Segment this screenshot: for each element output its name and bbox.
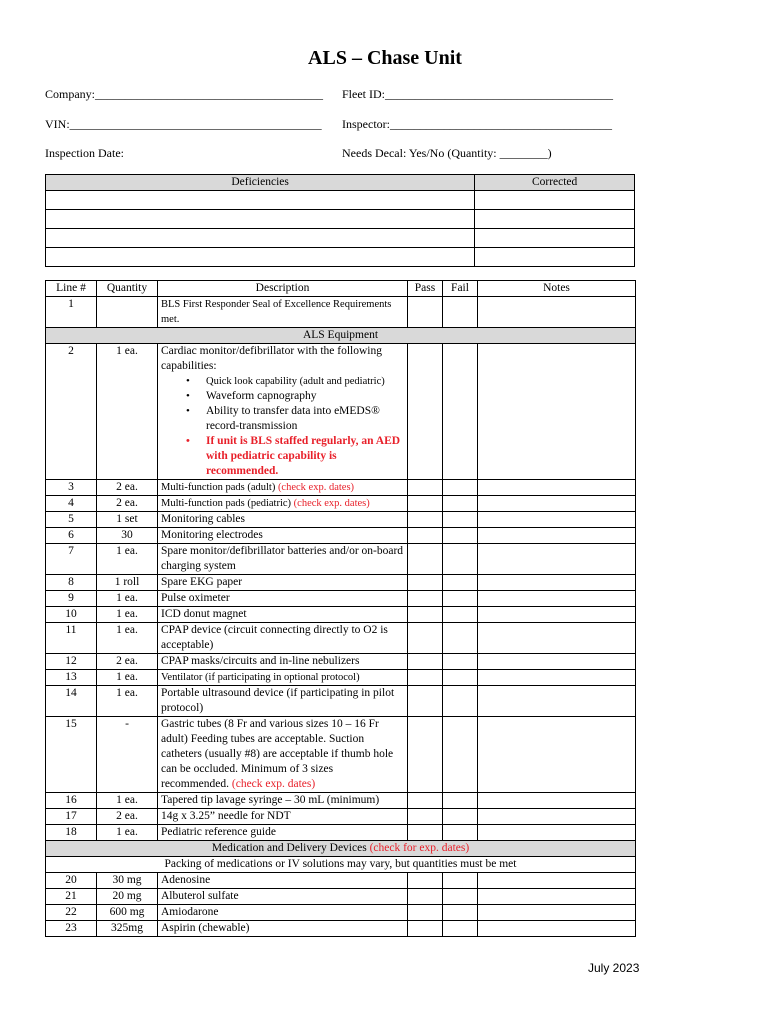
notes-cell[interactable] — [478, 528, 636, 544]
row-description: Spare monitor/defibrillator batteries and/or on-board charging system — [158, 544, 408, 575]
table-header-row — [46, 281, 636, 297]
line-number: 20 — [46, 873, 97, 889]
line-number: 3 — [46, 480, 97, 496]
notes-cell[interactable] — [478, 889, 636, 905]
row-quantity: 1 ea. — [97, 591, 158, 607]
fail-cell[interactable] — [443, 686, 478, 717]
row-description: Amiodarone — [158, 905, 408, 921]
notes-cell[interactable] — [478, 623, 636, 654]
pass-cell[interactable] — [408, 905, 443, 921]
pass-cell[interactable] — [408, 297, 443, 328]
notes-cell[interactable] — [478, 575, 636, 591]
row-quantity: 20 mg — [97, 889, 158, 905]
table-row — [46, 623, 636, 654]
notes-cell[interactable] — [478, 591, 636, 607]
list-item: • Ability to transfer data into eMEDS® record-transmission — [206, 404, 404, 434]
notes-cell[interactable] — [478, 544, 636, 575]
description-header: Description — [158, 281, 408, 297]
fail-cell[interactable] — [443, 825, 478, 841]
pass-cell[interactable] — [408, 873, 443, 889]
line-number: 23 — [46, 921, 97, 937]
pass-cell[interactable] — [408, 825, 443, 841]
line-number: 9 — [46, 591, 97, 607]
line-header: Line # — [46, 281, 97, 297]
line-number: 13 — [46, 670, 97, 686]
notes-cell[interactable] — [478, 496, 636, 512]
corrected-header: Corrected — [475, 175, 635, 191]
table-row — [46, 654, 636, 670]
table-row — [46, 825, 636, 841]
line-number: 1 — [46, 297, 97, 328]
table-row — [46, 809, 636, 825]
row-description: Tapered tip lavage syringe – 30 mL (minimum) — [158, 793, 408, 809]
packing-note-row: Packing of medications or IV solutions may vary, but quantities must be met — [46, 857, 636, 873]
fail-cell[interactable] — [443, 873, 478, 889]
table-row — [46, 686, 636, 717]
row-description: 14g x 3.25” needle for NDT — [158, 809, 408, 825]
line-number: 14 — [46, 686, 97, 717]
fail-cell[interactable] — [443, 344, 478, 480]
row-quantity: 2 ea. — [97, 480, 158, 496]
fail-cell[interactable] — [443, 297, 478, 328]
row-quantity: 1 roll — [97, 575, 158, 591]
row-quantity: 2 ea. — [97, 809, 158, 825]
row-description: Ventilator (if participating in optional protocol) — [158, 670, 408, 686]
row-description: Gastric tubes (8 Fr and various sizes 10 – 16 Fr adult) Feeding tubes are acceptable. Suction catheters (usually #8) are acceptable if thumb hole can be occluded. Minimum of 3 sizes recommended. (check exp. dates) — [158, 717, 408, 793]
pass-cell[interactable] — [408, 344, 443, 480]
vin-field[interactable]: VIN:__________________________________________ — [45, 117, 322, 131]
line-number: 7 — [46, 544, 97, 575]
check-dates-note: (check exp. dates) — [231, 778, 316, 790]
row-description: Albuterol sulfate — [158, 889, 408, 905]
line-number: 16 — [46, 793, 97, 809]
table-row — [46, 575, 636, 591]
row-quantity: 1 ea. — [97, 793, 158, 809]
pass-cell[interactable] — [408, 889, 443, 905]
check-dates-note: (check for exp. dates) — [369, 842, 470, 854]
fail-cell[interactable] — [443, 670, 478, 686]
needs-decal-field[interactable]: Needs Decal: Yes/No (Quantity: ________) — [342, 146, 552, 160]
inspection-date-field[interactable]: Inspection Date: — [45, 146, 124, 160]
row-quantity: 1 ea. — [97, 623, 158, 654]
line-number: 21 — [46, 889, 97, 905]
row-description: Multi-function pads (pediatric) (check exp. dates) — [158, 496, 408, 512]
row-description: CPAP masks/circuits and in-line nebulizers — [158, 654, 408, 670]
notes-cell[interactable] — [478, 825, 636, 841]
inspection-table — [45, 280, 636, 937]
table-row — [46, 873, 636, 889]
fail-cell[interactable] — [443, 717, 478, 793]
row-description: BLS First Responder Seal of Excellence Requirements met. — [158, 297, 408, 328]
fail-cell[interactable] — [443, 905, 478, 921]
quantity-header: Quantity — [97, 281, 158, 297]
row-description: CPAP device (circuit connecting directly to O2 is acceptable) — [158, 623, 408, 654]
line-number: 2 — [46, 344, 97, 480]
pass-cell[interactable] — [408, 607, 443, 623]
notes-cell[interactable] — [478, 921, 636, 937]
pass-cell[interactable] — [408, 591, 443, 607]
capabilities-list — [161, 374, 404, 479]
row-quantity: 325mg — [97, 921, 158, 937]
table-row — [46, 297, 636, 328]
list-item-warning: • If unit is BLS staffed regularly, an AED with pediatric capability is recommended. — [206, 434, 404, 479]
pass-cell[interactable] — [408, 809, 443, 825]
row-quantity: 2 ea. — [97, 496, 158, 512]
notes-cell[interactable] — [478, 793, 636, 809]
inspector-field[interactable]: Inspector:_____________________________________ — [342, 117, 612, 131]
pass-header: Pass — [408, 281, 443, 297]
table-row — [46, 528, 636, 544]
row-quantity: 30 mg — [97, 873, 158, 889]
fail-header: Fail — [443, 281, 478, 297]
fail-cell[interactable] — [443, 480, 478, 496]
line-number: 17 — [46, 809, 97, 825]
fail-cell[interactable] — [443, 809, 478, 825]
notes-cell[interactable] — [478, 809, 636, 825]
fail-cell[interactable] — [443, 496, 478, 512]
fleet-id-field[interactable]: Fleet ID:______________________________________ — [342, 87, 613, 101]
notes-cell[interactable] — [478, 512, 636, 528]
line-number: 15 — [46, 717, 97, 793]
pass-cell[interactable] — [408, 921, 443, 937]
pass-cell[interactable] — [408, 528, 443, 544]
pass-cell[interactable] — [408, 793, 443, 809]
fail-cell[interactable] — [443, 793, 478, 809]
fail-cell[interactable] — [443, 607, 478, 623]
row-description: Adenosine — [158, 873, 408, 889]
line-number: 6 — [46, 528, 97, 544]
line-number: 18 — [46, 825, 97, 841]
row-description: Pediatric reference guide — [158, 825, 408, 841]
fail-cell[interactable] — [443, 512, 478, 528]
line-number: 12 — [46, 654, 97, 670]
pass-cell[interactable] — [408, 575, 443, 591]
fail-cell[interactable] — [443, 623, 478, 654]
row-description — [158, 344, 408, 480]
notes-cell[interactable] — [478, 344, 636, 480]
notes-cell[interactable] — [478, 873, 636, 889]
pass-cell[interactable] — [408, 686, 443, 717]
notes-cell[interactable] — [478, 670, 636, 686]
row-description: Portable ultrasound device (if participating in pilot protocol) — [158, 686, 408, 717]
row-description: ICD donut magnet — [158, 607, 408, 623]
notes-cell[interactable] — [478, 654, 636, 670]
fail-cell[interactable] — [443, 654, 478, 670]
table-row — [46, 544, 636, 575]
page-title: ALS – Chase Unit — [308, 47, 462, 69]
notes-cell[interactable] — [478, 607, 636, 623]
deficiencies-table — [45, 174, 635, 267]
pass-cell[interactable] — [408, 480, 443, 496]
line-number: 10 — [46, 607, 97, 623]
fail-cell[interactable] — [443, 575, 478, 591]
pass-cell[interactable] — [408, 654, 443, 670]
fail-cell[interactable] — [443, 889, 478, 905]
row-quantity: 600 mg — [97, 905, 158, 921]
row-description: Multi-function pads (adult) (check exp. dates) — [158, 480, 408, 496]
table-row — [46, 344, 636, 480]
row-quantity: 1 ea. — [97, 544, 158, 575]
pass-cell[interactable] — [408, 496, 443, 512]
table-row — [46, 889, 636, 905]
pass-cell[interactable] — [408, 717, 443, 793]
line-number: 22 — [46, 905, 97, 921]
row-quantity: 1 set — [97, 512, 158, 528]
row-quantity: 1 ea. — [97, 344, 158, 480]
row-description: Spare EKG paper — [158, 575, 408, 591]
deficiencies-header: Deficiencies — [46, 175, 475, 191]
table-row — [46, 717, 636, 793]
pass-cell[interactable] — [408, 623, 443, 654]
deficiency-row[interactable] — [46, 191, 635, 210]
table-row — [46, 480, 636, 496]
pass-cell[interactable] — [408, 544, 443, 575]
deficiency-row[interactable] — [46, 248, 635, 267]
section-header-medications: Medication and Delivery Devices (check for exp. dates) — [46, 841, 636, 857]
table-row — [46, 905, 636, 921]
notes-cell[interactable] — [478, 905, 636, 921]
table-row — [46, 496, 636, 512]
section-header-als: ALS Equipment — [46, 328, 636, 344]
check-dates-note: (check exp. dates) — [293, 498, 370, 509]
row-quantity: 1 ea. — [97, 686, 158, 717]
notes-cell[interactable] — [478, 717, 636, 793]
list-item: • Quick look capability (adult and pediatric) — [206, 374, 404, 389]
notes-cell[interactable] — [478, 686, 636, 717]
footer-date: July 2023 — [588, 961, 640, 975]
row-quantity: 30 — [97, 528, 158, 544]
row-description: Aspirin (chewable) — [158, 921, 408, 937]
table-row — [46, 670, 636, 686]
row-description: Pulse oximeter — [158, 591, 408, 607]
line-number: 8 — [46, 575, 97, 591]
notes-cell[interactable] — [478, 297, 636, 328]
pass-cell[interactable] — [408, 670, 443, 686]
notes-cell[interactable] — [478, 480, 636, 496]
fail-cell[interactable] — [443, 921, 478, 937]
line-number: 4 — [46, 496, 97, 512]
list-item: • Waveform capnography — [206, 389, 404, 404]
row-quantity: - — [97, 717, 158, 793]
line-number: 11 — [46, 623, 97, 654]
fail-cell[interactable] — [443, 591, 478, 607]
row-quantity: 2 ea. — [97, 654, 158, 670]
fail-cell[interactable] — [443, 528, 478, 544]
company-field[interactable]: Company:______________________________________ — [45, 87, 323, 101]
notes-header: Notes — [478, 281, 636, 297]
table-row — [46, 591, 636, 607]
table-row — [46, 607, 636, 623]
row-description: Monitoring electrodes — [158, 528, 408, 544]
row-description-text: Cardiac monitor/defibrillator with the following capabilities: — [161, 345, 383, 372]
row-quantity: 1 ea. — [97, 825, 158, 841]
table-row — [46, 921, 636, 937]
pass-cell[interactable] — [408, 512, 443, 528]
table-row — [46, 512, 636, 528]
row-description: Monitoring cables — [158, 512, 408, 528]
deficiency-row[interactable] — [46, 210, 635, 229]
table-row — [46, 793, 636, 809]
line-number: 5 — [46, 512, 97, 528]
row-quantity: 1 ea. — [97, 607, 158, 623]
fail-cell[interactable] — [443, 544, 478, 575]
row-quantity: 1 ea. — [97, 670, 158, 686]
deficiency-row[interactable] — [46, 229, 635, 248]
check-dates-note: (check exp. dates) — [277, 482, 355, 493]
